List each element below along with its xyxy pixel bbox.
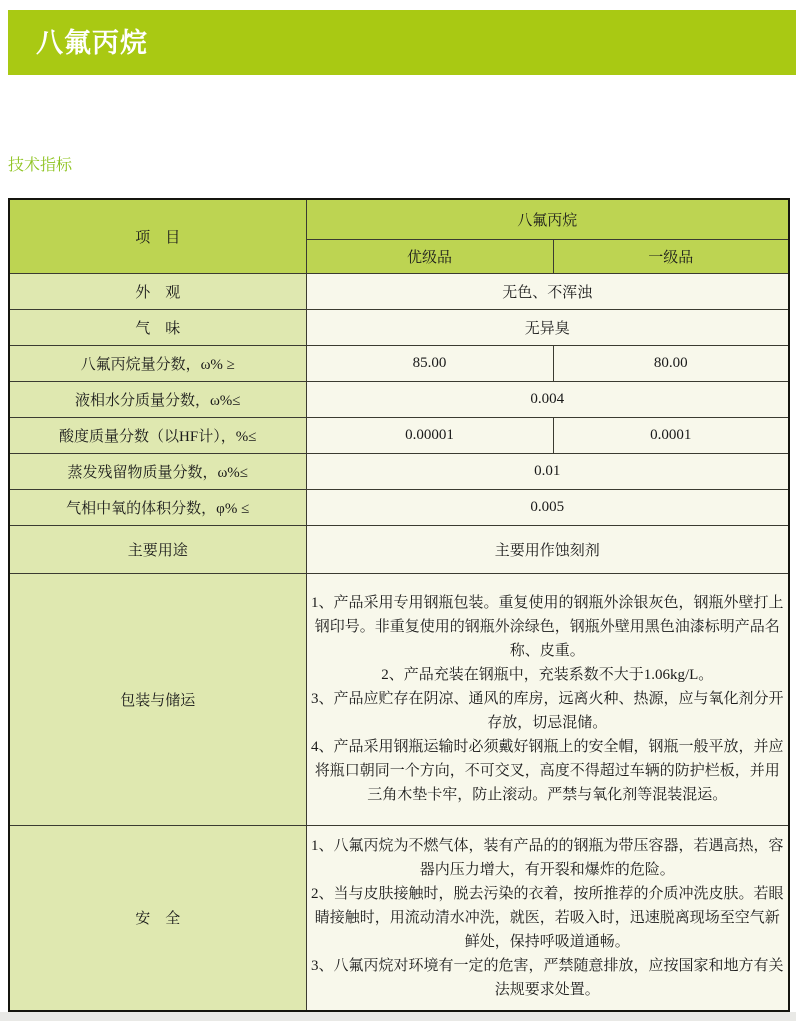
- row-label: 酸度质量分数（以HF计），%≤: [9, 417, 306, 453]
- page-title: 八氟丙烷: [36, 28, 148, 58]
- table-row-safety: [9, 825, 789, 1011]
- table-row-main-use: [9, 525, 789, 573]
- table-row-purity: [9, 345, 789, 381]
- table-row-appearance: [9, 273, 789, 309]
- row-label: 气相中氧的体积分数，φ% ≤: [9, 489, 306, 525]
- row-value-first: 0.0001: [553, 417, 789, 453]
- header-cell-product: 八氟丙烷: [306, 199, 789, 239]
- row-value-premium: 85.00: [306, 345, 553, 381]
- row-value: 0.004: [306, 381, 789, 417]
- table-row-water-content: [9, 381, 789, 417]
- row-label: 八氟丙烷量分数，ω% ≥: [9, 345, 306, 381]
- packaging-paragraph: 1、产品采用专用钢瓶包装。重复使用的钢瓶外涂银灰色，钢瓶外壁打上钢印号。非重复使用的钢瓶外涂绿色，钢瓶外壁用黑色油漆标明产品名称、皮重。: [311, 595, 784, 659]
- header-cell-grade-premium: 优级品: [306, 239, 553, 273]
- table-header-row-1: [9, 199, 789, 239]
- packaging-paragraph: 3、产品应贮存在阴凉、通风的库房，远离火种、热源，应与氧化剂分开存放，切忌混储。: [311, 691, 784, 731]
- safety-paragraph: 1、八氟丙烷为不燃气体，装有产品的的钢瓶为带压容器，若遇高热，容器内压力增大，有开裂和爆炸的危险。: [311, 837, 784, 878]
- row-label: 外 观: [9, 273, 306, 309]
- header-cell-item: 项 目: [9, 199, 306, 273]
- row-value: 0.01: [306, 453, 789, 489]
- packaging-text-cell: [306, 573, 789, 825]
- page-header-banner: [8, 10, 796, 75]
- row-label: 安 全: [9, 825, 306, 1011]
- section-heading-technical-specs: 技术指标: [8, 157, 73, 174]
- row-label: 气 味: [9, 309, 306, 345]
- table-row-packaging-storage: [9, 573, 789, 825]
- safety-text-cell: [306, 825, 789, 1011]
- safety-paragraph: 3、八氟丙烷对环境有一定的危害，严禁随意排放，应按国家和地方有关法规要求处置。: [311, 957, 784, 998]
- page-bottom-strip: [0, 1012, 796, 1021]
- spec-table: [8, 198, 790, 1012]
- table-row-acidity: [9, 417, 789, 453]
- packaging-paragraph: 2、产品充装在钢瓶中，充装系数不大于1.06kg/L。: [381, 667, 714, 683]
- row-value: 无色、不浑浊: [306, 273, 789, 309]
- row-value: 主要用作蚀刻剂: [306, 525, 789, 573]
- table-row-evaporation-residue: [9, 453, 789, 489]
- row-label: 蒸发残留物质量分数，ω%≤: [9, 453, 306, 489]
- header-cell-grade-first: 一级品: [553, 239, 789, 273]
- row-value: 无异臭: [306, 309, 789, 345]
- packaging-paragraph: 4、产品采用钢瓶运输时必须戴好钢瓶上的安全帽，钢瓶一般平放，并应将瓶口朝同一个方向，不可交叉，高度不得超过车辆的防护栏板，并用三角木垫卡牢，防止滚动。严禁与氧化剂等混装混运。: [311, 739, 784, 803]
- table-row-odor: [9, 309, 789, 345]
- row-label: 主要用途: [9, 525, 306, 573]
- safety-paragraph: 2、当与皮肤接触时，脱去污染的衣着，按所推荐的介质冲洗皮肤。若眼睛接触时，用流动清水冲洗，就医，若吸入时，迅速脱离现场至空气新鲜处，保持呼吸道通畅。: [311, 885, 784, 950]
- row-label: 包装与储运: [9, 573, 306, 825]
- row-value-premium: 0.00001: [306, 417, 553, 453]
- row-value: 0.005: [306, 489, 789, 525]
- row-label: 液相水分质量分数，ω%≤: [9, 381, 306, 417]
- row-value-first: 80.00: [553, 345, 789, 381]
- table-row-oxygen-fraction: [9, 489, 789, 525]
